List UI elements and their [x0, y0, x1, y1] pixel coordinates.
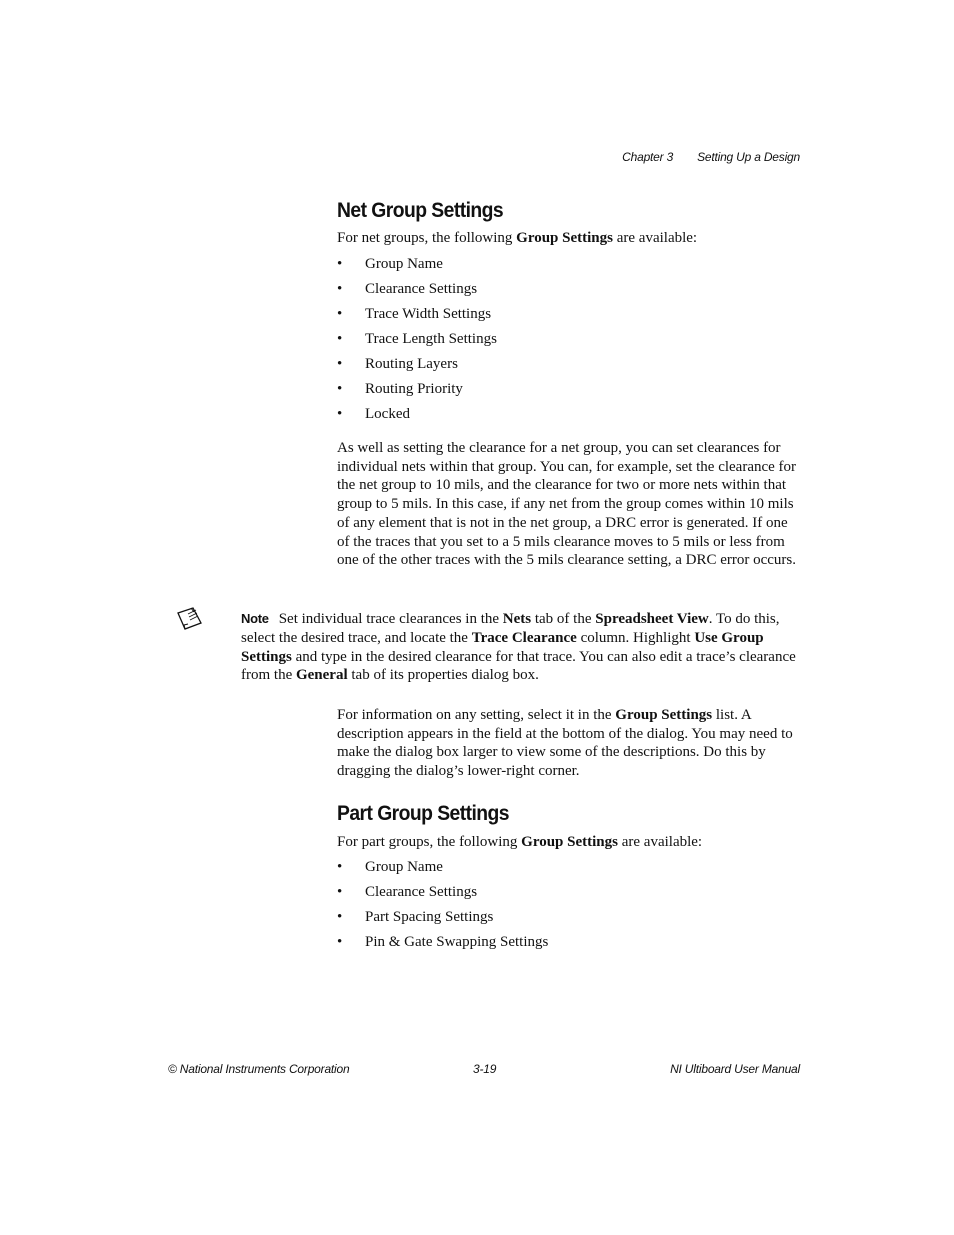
part-group-intro: For part groups, the following Group Settings are available:	[337, 834, 703, 850]
footer-manual-title: NI Ultiboard User Manual	[670, 1062, 800, 1076]
footer-page-number: 3-19	[473, 1062, 497, 1076]
list-item: • Clearance Settings	[337, 281, 478, 297]
list-item: • Group Name	[337, 256, 443, 272]
header-chapter: Chapter 3	[622, 150, 674, 164]
list-item: • Pin & Gate Swapping Settings	[337, 934, 549, 950]
note-icon	[176, 606, 204, 632]
net-group-list	[337, 254, 497, 429]
list-item: • Part Spacing Settings	[337, 909, 494, 925]
list-item: • Routing Priority	[337, 381, 463, 397]
list-item: • Routing Layers	[337, 356, 458, 372]
list-item: • Trace Length Settings	[337, 331, 497, 347]
footer-copyright: © National Instruments Corporation	[168, 1062, 350, 1076]
part-group-heading: Part Group Settings	[337, 802, 509, 825]
list-item: • Group Name	[337, 859, 443, 875]
net-group-intro: For net groups, the following Group Settings are available:	[337, 230, 698, 246]
note-label: Note	[241, 611, 269, 626]
net-group-heading: Net Group Settings	[337, 199, 504, 222]
note-paragraph: Note Set individual trace clearances in the Nets tab of the Spreadsheet View. To do this, select the desired trace, and locate the Trace Clearance column. Highlight Use Group Settings and type in the desired clearance for that trace. You can also edit a trace’s clearance from the General tab of its properties dialog box.	[241, 611, 796, 684]
list-item: • Locked	[337, 406, 410, 422]
header-title: Setting Up a Design	[697, 150, 800, 164]
list-item: • Clearance Settings	[337, 884, 478, 900]
net-group-body: As well as setting the clearance for a net group, you can set clearances for individual nets within that group. You can, for example, set the clearance for the net group to 10 mils, and the clearance for two or more nets within that group to 5 mils. In this case, if any net from the group comes within 10 mils of any element that is not in the net group, a DRC error is generated. If one of the traces that you set to a 5 mils clearance moves to 5 mils or less from one of the other traces with the 5 mils clearance setting, a DRC error occurs.	[337, 440, 797, 569]
running-header	[622, 150, 800, 164]
info-paragraph: For information on any setting, select it in the Group Settings list. A description appears in the field at the bottom of the dialog. You may need to make the dialog box larger to view some of the descriptions. Do this by dragging the dialog’s lower-right corner.	[337, 707, 793, 780]
list-item: • Trace Width Settings	[337, 306, 492, 322]
part-group-list	[337, 857, 548, 957]
